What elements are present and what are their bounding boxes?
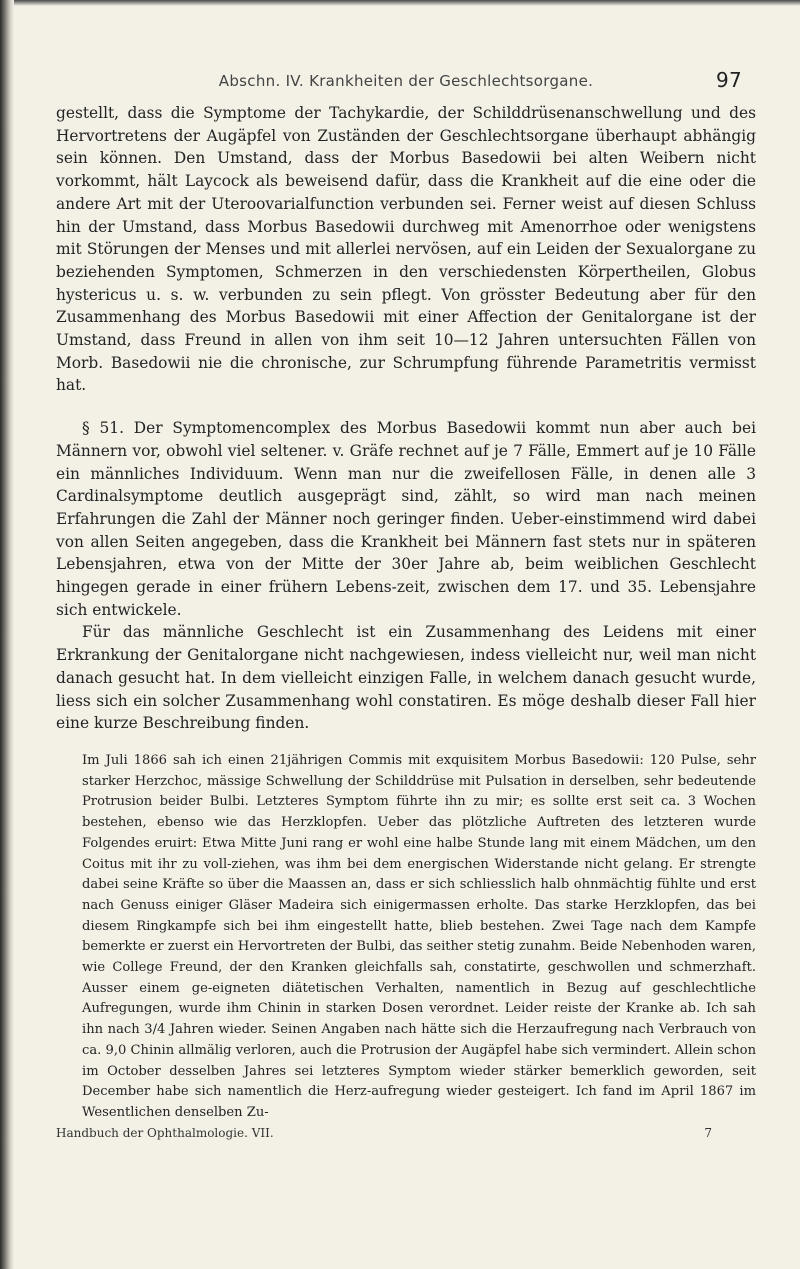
case-report-text: Im Juli 1866 sah ich einen 21jährigen Commis mit exquisitem Morbus Basedowii: 120 Pulse, sehr starker Herzchoc, mässige Schwellung der Schilddrüse mit Pulsation in derselben, sehr bedeutende Protrusion beider Bulbi. Letzteres Symptom führte ihn zu mir; es sollte erst seit ca. 3 Wochen bestehen, ebenso wie das Herzklopfen. Ueber das plötzliche Auftreten des letzteren wurde Folgendes eruirt: Etwa Mitte Juni rang er wohl eine halbe Stunde lang mit einem Mädchen, um den Coitus mit ihr zu voll-ziehen, was ihm bei dem energischen Widerstande nicht gelang. Er strengte dabei seine Kräfte so über die Maassen an, dass er sich schliesslich halb ohnmächtig fühlte und erst nach Genuss einiger Gläser Madeira sich einigermassen erholte. Das starke Herzklopfen, das bei diesem Ringkampfe sich bei ihm eingestellt hatte, blieb bestehen. Zwei Tage nach dem Kampfe bemerkte er zuerst ein Hervortreten der Bulbi, das seither stetig zunahm. Beide Nebenhoden waren, wie College Freund, der den Kranken gleichfalls sah, constatirte, geschwollen und schmerzhaft. Ausser einem ge-eigneten diätetischen Verhalten, namentlich in Bezug auf geschlechtliche Aufregungen, wurde ihm Chinin in starken Dosen verordnet. Leider reiste der Kranke ab. Ich sah ihn nach 3/4 Jahren wieder. Seinen Angaben nach hätte sich die Herzaufregung nach Verbrauch von ca. 9,0 Chinin allmälig verloren, auch die Protrusion der Augäpfel habe sich vermindert. Allein schon im October desselben Jahres sei letzteres Symptom wieder stärker bemerklich geworden, seit December habe sich namentlich die Herz-aufregung wieder gesteigert. Ich fand im April 1867 im Wesentlichen denselben Zu- — [82, 752, 756, 1120]
paragraph-2: § 51. Der Symptomencomplex des Morbus Basedowii kommt nun aber auch bei Männern vor, obwohl viel seltener. v. Gräfe rechnet auf je 7 Fälle, Emmert auf je 10 Fälle ein männliches Individuum. Wenn man nur die zweifellosen Fälle, in denen alle 3 Cardinalsymptome deutlich ausgeprägt sind, zählt, so wird man nach meinen Erfahrungen die Zahl der Männer noch geringer finden. Ueber-einstimmend wird dabei von allen Seiten angegeben, dass die Krankheit bei Männern fast stets nur in späteren Lebensjahren, etwa von der Mitte der 30er Jahre ab, beim weiblichen Geschlecht hingegen gerade in einer frühern Lebens-zeit, zwischen dem 17. und 35. Lebensjahre sich entwickele. — [56, 419, 756, 619]
footer-source-line: Handbuch der Ophthalmologie. VII. — [56, 1125, 274, 1140]
case-report — [56, 751, 756, 1124]
binding-shadow — [0, 0, 14, 1269]
page-number: 97 — [715, 68, 742, 92]
main-text — [56, 102, 756, 735]
page-footer — [56, 1126, 756, 1140]
top-edge-shadow — [14, 0, 800, 6]
paragraph-3: Für das männliche Geschlecht ist ein Zusammenhang des Leidens mit einer Erkrankung der Genitalorgane nicht nachgewiesen, indess vielleicht nur, weil man nicht danach gesucht hat. In dem vielleicht einzigen Falle, in welchem danach gesucht wurde, liess sich ein solcher Zusammenhang wohl constatiren. Es möge deshalb dieser Fall hier eine kurze Beschreibung finden. — [56, 623, 756, 733]
book-page — [56, 68, 756, 1140]
signature-mark: 7 — [704, 1125, 712, 1140]
running-header — [56, 68, 756, 102]
running-title: Abschn. IV. Krankheiten der Geschlechtsorgane. — [218, 72, 594, 90]
paragraph-1: gestellt, dass die Symptome der Tachykardie, der Schilddrüsenanschwellung und des Hervortretens der Augäpfel von Zuständen der Geschlechtsorgane überhaupt abhängig sein können. Den Umstand, dass der Morbus Basedowii bei alten Weibern nicht vorkommt, hält Laycock als beweisend dafür, dass die Krankheit auf die eine oder die andere Art mit der Uteroovarialfunction verbunden sei. Ferner weist auf diesen Schluss hin der Umstand, dass Morbus Basedowii durchweg mit Amenorrhoe oder wenigstens mit Störungen der Menses und mit allerlei nervösen, auf ein Leiden der Sexualorgane zu beziehenden Symptomen, Schmerzen in den verschiedensten Körpertheilen, Globus hystericus u. s. w. verbunden zu sein pflegt. Von grösster Bedeutung aber für den Zusammenhang des Morbus Basedowii mit einer Affection der Genitalorgane ist der Umstand, dass Freund in allen von ihm seit 10—12 Jahren untersuchten Fällen von Morb. Basedowii nie die chronische, zur Schrumpfung führende Parametritis vermisst hat. — [56, 104, 756, 395]
